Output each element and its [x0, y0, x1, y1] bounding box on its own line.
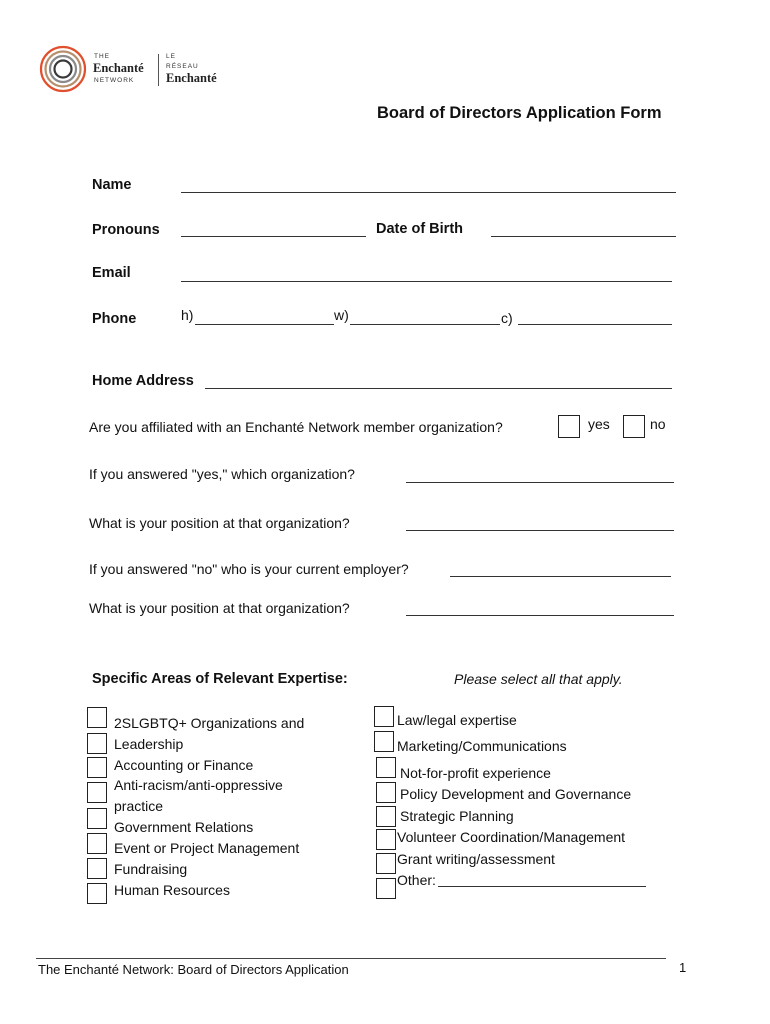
checkbox-volunteer[interactable] [376, 829, 396, 850]
option-volunteer: Volunteer Coordination/Management [397, 829, 626, 845]
logo-fr-name: Enchanté [166, 71, 217, 85]
footer-text: The Enchanté Network: Board of Directors Application [38, 962, 349, 977]
option-government: Government Relations [114, 819, 254, 835]
expertise-instruction: Please select all that apply. [454, 671, 623, 687]
option-law: Law/legal expertise [397, 712, 517, 728]
logo-rings-icon [38, 44, 88, 94]
employer-question: If you answered "no" who is your current employer? [89, 561, 409, 577]
email-field[interactable] [181, 281, 672, 282]
logo-fr-small1: LE [166, 53, 176, 60]
option-grant: Grant writing/assessment [397, 851, 555, 867]
option-fundraising: Fundraising [114, 861, 188, 877]
which-org-question: If you answered "yes," which organization? [89, 466, 355, 482]
page-title: Board of Directors Application Form [377, 104, 662, 122]
option-marketing: Marketing/Communications [397, 738, 567, 754]
logo-en-name: Enchanté [93, 61, 144, 75]
checkbox-fundraising[interactable] [87, 858, 107, 879]
logo [38, 44, 238, 96]
checkbox-policy[interactable] [376, 782, 396, 803]
no-label: no [650, 416, 666, 432]
other-field[interactable] [438, 886, 646, 887]
phone-home-field[interactable] [195, 324, 334, 325]
checkbox-2slgbtq-leadership[interactable] [87, 707, 107, 728]
no-checkbox[interactable] [623, 415, 645, 438]
employer-field[interactable] [450, 576, 671, 577]
option-practice: practice [114, 798, 164, 814]
yes-label: yes [588, 416, 610, 432]
logo-fr-small2: RÉSEAU [166, 63, 199, 70]
dob-field[interactable] [491, 236, 676, 237]
checkbox-anti-racism[interactable] [87, 782, 107, 803]
checkbox-not-for-profit[interactable] [376, 757, 396, 778]
option-2slgbtq: 2SLGBTQ+ Organizations and [114, 715, 305, 731]
yes-checkbox[interactable] [558, 415, 580, 438]
option-other: Other: [397, 872, 436, 888]
pronouns-label: Pronouns [92, 222, 160, 238]
option-accounting: Accounting or Finance [114, 757, 254, 773]
position-field-2[interactable] [406, 615, 674, 616]
checkbox-marketing[interactable] [374, 731, 394, 752]
checkbox-other[interactable] [376, 878, 396, 899]
phone-c-label: c) [501, 310, 513, 326]
position-question-1: What is your position at that organization? [89, 515, 350, 531]
checkbox-grant[interactable] [376, 853, 396, 874]
name-label: Name [92, 177, 132, 193]
email-label: Email [92, 265, 131, 281]
position-question-2: What is your position at that organization? [89, 600, 350, 616]
position-field-1[interactable] [406, 530, 674, 531]
phone-cell-field[interactable] [518, 324, 672, 325]
checkbox-strategic[interactable] [376, 806, 396, 827]
option-human-resources: Human Resources [114, 882, 230, 898]
checkbox-government[interactable] [87, 808, 107, 829]
checkbox-human-resources[interactable] [87, 883, 107, 904]
checkbox-law[interactable] [374, 706, 394, 727]
phone-label: Phone [92, 311, 137, 327]
checkbox-accounting[interactable] [87, 757, 107, 778]
checkbox-event[interactable] [87, 833, 107, 854]
home-address-field[interactable] [205, 388, 672, 389]
page-number: 1 [679, 960, 687, 975]
option-anti-racism: Anti-racism/anti-oppressive [114, 777, 283, 793]
option-strategic: Strategic Planning [400, 808, 514, 824]
option-leadership: Leadership [114, 736, 184, 752]
name-field[interactable] [181, 192, 676, 193]
phone-h-label: h) [181, 307, 194, 323]
expertise-heading: Specific Areas of Relevant Expertise: [92, 671, 348, 687]
affiliated-question: Are you affiliated with an Enchanté Network member organization? [89, 419, 503, 435]
phone-work-field[interactable] [350, 324, 500, 325]
logo-en-small: THE [94, 53, 110, 60]
option-not-for-profit: Not-for-profit experience [400, 765, 551, 781]
footer-rule [36, 958, 666, 959]
dob-label: Date of Birth [376, 221, 463, 237]
which-org-field[interactable] [406, 482, 674, 483]
logo-en-sub: NETWORK [94, 77, 135, 84]
pronouns-field[interactable] [181, 236, 366, 237]
checkbox-2slgbtq-leadership-2[interactable] [87, 733, 107, 754]
home-address-label: Home Address [92, 373, 194, 389]
option-policy: Policy Development and Governance [400, 786, 632, 802]
phone-w-label: w) [334, 307, 349, 323]
option-event: Event or Project Management [114, 840, 300, 856]
logo-divider [158, 54, 159, 86]
